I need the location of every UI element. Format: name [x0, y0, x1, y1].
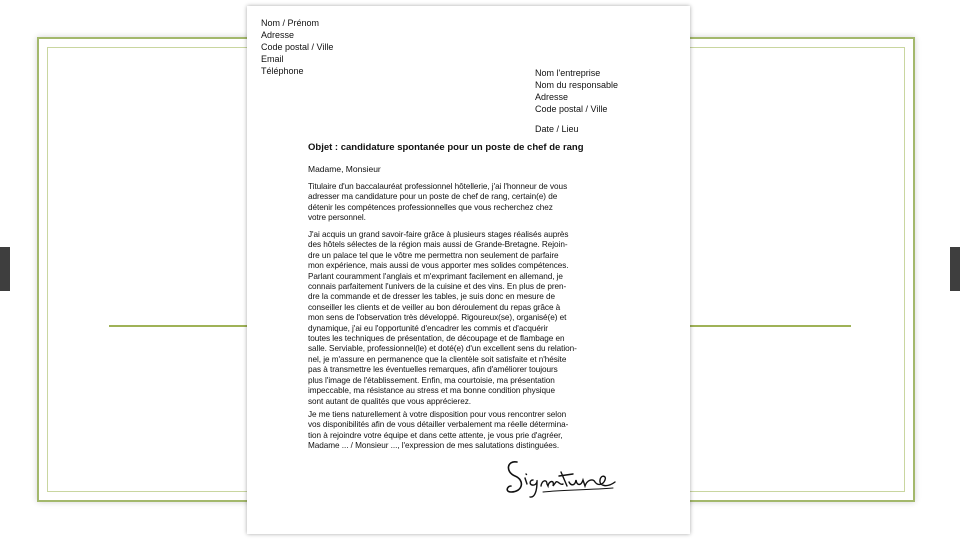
- paragraph-line: Titulaire d'un baccalauréat professionnel hôtellerie, j'ai l'honneur de vous: [308, 182, 568, 191]
- paragraph-line: dre la commande et de dresser les tables, je suis donc en mesure de: [308, 292, 555, 302]
- letter-subject: Objet : candidature spontanée pour un poste de chef de rang: [308, 142, 584, 153]
- date-place: Date / Lieu: [535, 124, 579, 134]
- recipient-postal-city: Code postal / Ville: [535, 104, 608, 114]
- paragraph-line: salle. Serviable, professionnel(le) et doté(e) d'un excellent sens du relation-: [308, 344, 577, 354]
- paragraph-line: vos disponibilités afin de vous détailler verbalement ma réelle détermina-: [308, 420, 569, 430]
- paragraph-line: mon sens de l'observation très développé. Rigoureux(se), organisé(e) et: [308, 313, 567, 323]
- paragraph-intro: [308, 182, 638, 224]
- signature-handwriting: [503, 452, 623, 502]
- left-side-tab: [0, 247, 10, 291]
- paragraph-body: [308, 230, 638, 407]
- sender-name: Nom / Prénom: [261, 18, 320, 28]
- paragraph-line: nel, je m'assure en permanence que la clientèle soit satisfaite et n'hésite: [308, 354, 567, 364]
- paragraph-line: J'ai acquis un grand savoir-faire grâce à plusieurs stages réalisés auprès: [308, 230, 569, 239]
- paragraph-line: conseiller les clients et de veiller au bon déroulement du repas grâce à: [308, 302, 561, 312]
- sender-block: [261, 17, 333, 77]
- paragraph-line: Je me tiens naturellement à votre disposition pour vous rencontrer selon: [308, 410, 567, 419]
- paragraph-line: votre personnel.: [308, 213, 366, 223]
- paragraph-line: toutes les techniques de présentation, de découpage et de flambage en: [308, 334, 565, 344]
- signature: [503, 452, 623, 502]
- sender-phone: Téléphone: [261, 66, 304, 76]
- paragraph-line: plus l'image de l'établissement. Enfin, ma courtoisie, ma présentation: [308, 375, 555, 385]
- paragraph-line: adresser ma candidature pour un poste de chef de rang, certain(e) de: [308, 192, 558, 202]
- cover-letter-page: [247, 6, 690, 534]
- recipient-address: Adresse: [535, 92, 569, 102]
- paragraph-line: impeccable, ma résistance au stress et ma bonne condition physique: [308, 386, 556, 396]
- paragraph-closing: [308, 410, 638, 452]
- sender-email: Email: [261, 54, 284, 64]
- paragraph-line: tion à rejoindre votre équipe et dans cette attente, je vous prie d'agréer,: [308, 430, 563, 440]
- paragraph-line: détenir les compétences professionnelles que vous recherchez chez: [308, 202, 553, 212]
- sender-postal-city: Code postal / Ville: [261, 42, 334, 52]
- recipient-block: [535, 67, 618, 115]
- recipient-company: Nom l'entreprise: [535, 68, 601, 78]
- paragraph-line: dynamique, j'ai eu l'opportunité d'encadrer les commis et d'acquérir: [308, 323, 548, 333]
- paragraph-line: des hôtels sélectes de la région mais aussi de Grande-Bretagne. Rejoin-: [308, 240, 568, 250]
- recipient-manager: Nom du responsable: [535, 80, 619, 90]
- paragraph-line: Madame ... / Monsieur ..., l'expression de mes salutations distinguées.: [308, 441, 560, 451]
- paragraph-line: dre un palace tel que le vôtre me permettra non seulement de parfaire: [308, 250, 559, 260]
- paragraph-line: sont autant de qualités que vous apprécierez.: [308, 396, 471, 406]
- sender-address: Adresse: [261, 30, 295, 40]
- letter-salutation: Madame, Monsieur: [308, 164, 381, 174]
- paragraph-line: pas à transmettre les éventuelles remarques, afin d'améliorer toujours: [308, 365, 558, 375]
- paragraph-line: mon expérience, mais aussi de vous apporter mes solides compétences.: [308, 261, 569, 271]
- paragraph-line: connais parfaitement l'univers de la cuisine et des vins. En plus de pren-: [308, 282, 567, 292]
- paragraph-line: Parlant couramment l'anglais et m'exprimant facilement en allemand, je: [308, 271, 563, 281]
- right-side-tab: [950, 247, 960, 291]
